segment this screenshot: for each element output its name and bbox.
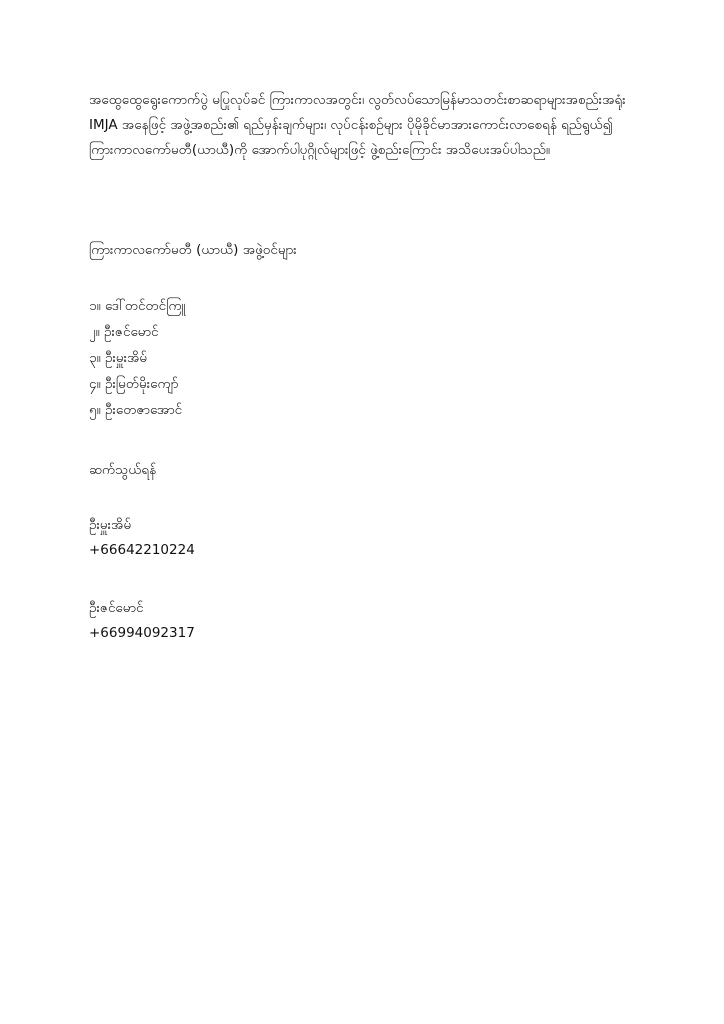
contact-block <box>89 513 195 563</box>
contact-phone: +66642210224 <box>89 542 195 558</box>
contact-heading: ဆက်သွယ်ရန် <box>89 462 157 478</box>
member-item: ၄။ ဦးမြတ်မိုးကျော် <box>89 376 179 392</box>
committee-heading: ကြားကာလကော်မတီ (ယာယီ) အဖွဲ့ဝင်များ <box>89 242 297 258</box>
document-body <box>89 88 649 641</box>
contact-block <box>89 596 195 646</box>
member-item: ၅။ ဦးတေဇာအောင် <box>89 402 183 418</box>
intro-paragraph: အထွေထွေရွေးကောက်ပွဲ မပြုလုပ်ခင် ကြားကာလအတွင်း၊ လွတ်လပ်သောမြန်မာသတင်းစာဆရာများအစည်းအရုံး IMJA အနေဖြင့် အဖွဲ့အစည်း၏ ရည်မှန်းချက်များ၊ လုပ်ငန်းစဥ်များ ပိုမိုခိုင်မာအားကောင်းလာစေရန် ရည်ရွယ်၍ ကြားကာလကော်မတီ(ယာယီ)ကို အောက်ပါပုဂ္ဂိုလ်များဖြင့် ဖွဲ့စည်းကြောင်း အသိပေးအပ်ပါသည်။ <box>89 92 626 158</box>
member-item: ၁။ ဒေါ်တင်တင်ကြူ <box>89 298 186 314</box>
contact-phone: +66994092317 <box>89 625 195 641</box>
contact-name: ဦးမှူးအိမ် <box>89 517 132 533</box>
member-list <box>89 293 186 423</box>
member-item: ၃။ ဦးမှူးအိမ် <box>89 350 148 366</box>
member-item: ၂။ ဦးဇင်မောင် <box>89 324 159 340</box>
contact-name: ဦးဇင်မောင် <box>89 600 144 616</box>
